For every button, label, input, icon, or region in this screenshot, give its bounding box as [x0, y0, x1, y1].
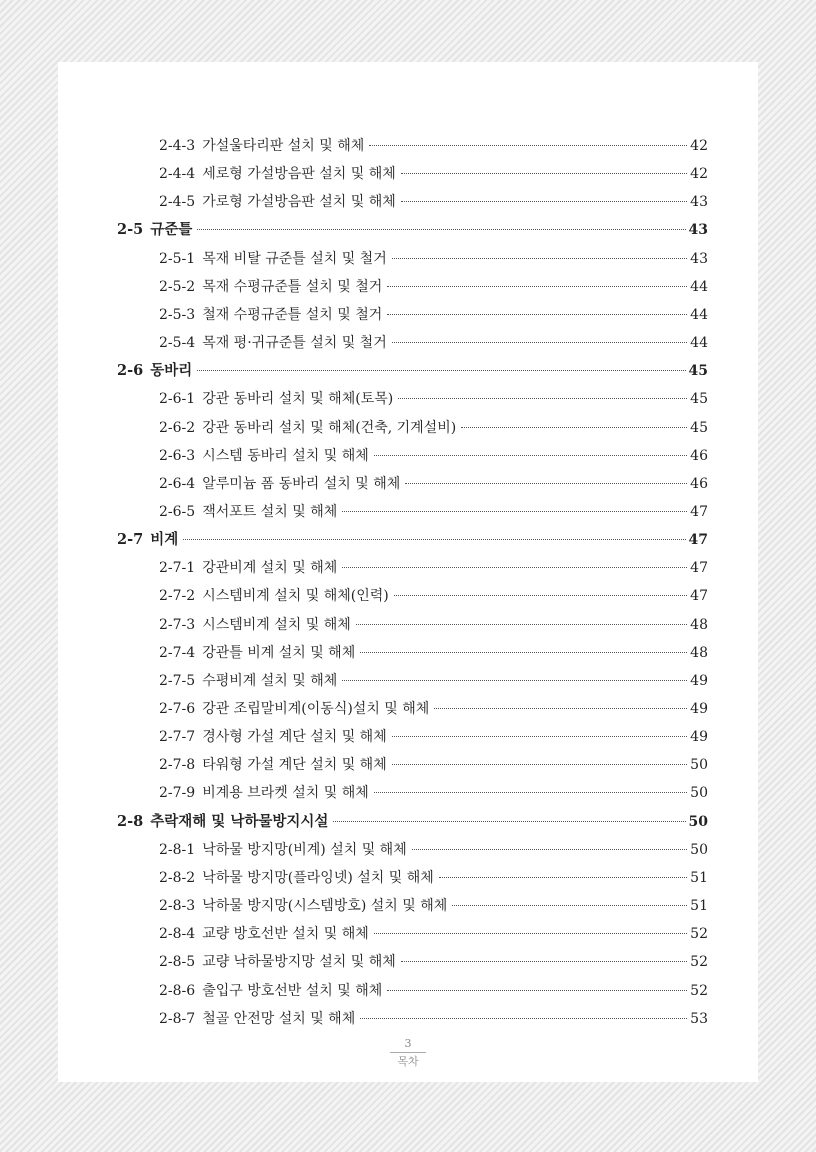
toc-entry-page: 47 — [690, 560, 708, 577]
dot-leader — [398, 398, 687, 399]
toc-entry-row[interactable] — [159, 474, 708, 494]
toc-entry-number: 2-7-3 — [159, 616, 196, 633]
toc-entry-row[interactable] — [159, 446, 708, 466]
toc-entry-page: 43 — [688, 222, 708, 239]
toc-entry-title: 교량 방호선반 설치 및 해체 — [202, 926, 369, 943]
toc-entry-title: 강관 동바리 설치 및 해체(토목) — [202, 391, 394, 408]
toc-entry-page: 45 — [688, 363, 708, 380]
toc-entry-number: 2-5-2 — [159, 278, 196, 295]
toc-entry-row[interactable] — [159, 840, 708, 860]
toc-entry-page: 50 — [690, 841, 708, 858]
toc-entry-title: 강관 조립말비계(이동식)설치 및 해체 — [202, 701, 430, 717]
dot-leader — [401, 201, 687, 202]
toc-entry-row[interactable] — [159, 277, 708, 297]
toc-entry-number: 2-4-4 — [159, 166, 196, 183]
toc-entry-number: 2-8-5 — [159, 954, 196, 971]
toc-entry-title: 낙하물 방지망(플라잉넷) 설치 및 해체 — [202, 869, 434, 886]
toc-entry-title: 타워형 가설 계단 설치 및 해체 — [202, 757, 387, 774]
toc-entry-title: 시스템비계 설치 및 해체 — [202, 616, 351, 633]
toc-section-row[interactable] — [117, 220, 708, 240]
dot-leader — [342, 511, 687, 512]
toc-entry-title: 추락재해 및 낙하물방지시설 — [150, 812, 329, 830]
toc-entry-number: 2-8-4 — [159, 926, 196, 943]
toc-entry-row[interactable] — [159, 502, 708, 522]
toc-entry-title: 낙하물 방지망(시스템방호) 설치 및 해체 — [202, 898, 448, 915]
toc-entry-number: 2-5-3 — [159, 306, 196, 323]
toc-section-row[interactable] — [117, 361, 708, 381]
page-footer — [58, 1037, 758, 1069]
toc-entry-number: 2-7-2 — [159, 588, 196, 605]
dot-leader — [374, 933, 687, 934]
toc-entry-page: 43 — [690, 250, 708, 267]
toc-entry-number: 2-8 — [117, 812, 144, 830]
toc-entry-row[interactable] — [159, 896, 708, 916]
toc-entry-row[interactable] — [159, 192, 708, 212]
toc-entry-page: 50 — [690, 757, 708, 774]
toc-entry-title: 강관비계 설치 및 해체 — [202, 560, 338, 577]
toc-entry-number: 2-5 — [117, 221, 144, 239]
toc-entry-number: 2-8-1 — [159, 841, 196, 858]
toc-entry-number: 2-5-1 — [159, 250, 196, 267]
toc-entry-row[interactable] — [159, 558, 708, 578]
toc-entry-row[interactable] — [159, 783, 708, 803]
toc-entry-page: 51 — [690, 898, 708, 915]
dot-leader — [387, 286, 687, 287]
toc-entry-row[interactable] — [159, 727, 708, 747]
toc-entry-number: 2-4-5 — [159, 194, 196, 211]
toc-entry-number: 2-6-1 — [159, 391, 196, 408]
dot-leader — [387, 314, 687, 315]
toc-entry-title: 철재 수평규준틀 설치 및 철거 — [202, 306, 383, 323]
toc-entry-page: 45 — [690, 419, 708, 436]
toc-entry-title: 목재 수평규준틀 설치 및 철거 — [202, 278, 383, 295]
toc-entry-page: 53 — [690, 1010, 708, 1027]
toc-entry-page: 49 — [690, 701, 708, 717]
dot-leader — [394, 595, 687, 596]
toc-entry-number: 2-8-3 — [159, 898, 196, 915]
dot-leader — [374, 455, 687, 456]
toc-entry-page: 46 — [690, 447, 708, 464]
toc-entry-row[interactable] — [159, 643, 708, 663]
dot-leader — [342, 567, 687, 568]
dot-leader — [392, 258, 687, 259]
dot-leader — [356, 624, 687, 625]
toc-entry-title: 규준틀 — [150, 221, 193, 239]
toc-entry-title: 경사형 가설 계단 설치 및 해체 — [202, 729, 387, 746]
toc-entry-page: 44 — [690, 278, 708, 295]
toc-entry-number: 2-8-2 — [159, 869, 196, 886]
dot-leader — [197, 229, 685, 230]
toc-entry-number: 2-8-7 — [159, 1010, 196, 1027]
dot-leader — [405, 483, 687, 484]
toc-entry-row[interactable] — [159, 868, 708, 888]
toc-entry-row[interactable] — [159, 671, 708, 691]
toc-entry-number: 2-7-6 — [159, 701, 196, 717]
toc-entry-page: 44 — [690, 306, 708, 323]
toc-entry-title: 비계용 브라켓 설치 및 해체 — [202, 785, 369, 802]
toc-entry-title: 목재 비탈 규준틀 설치 및 철거 — [202, 250, 387, 267]
toc-entry-row[interactable] — [159, 136, 708, 156]
toc-entry-page: 50 — [688, 813, 708, 830]
toc-entry-title: 가로형 가설방음판 설치 및 해체 — [202, 194, 396, 211]
toc-entry-number: 2-6-5 — [159, 503, 196, 520]
dot-leader — [392, 736, 687, 737]
dot-leader — [183, 539, 685, 540]
document-page — [58, 62, 758, 1082]
dot-leader — [412, 849, 687, 850]
toc-entry-row[interactable] — [159, 1009, 708, 1029]
toc-entry-row[interactable] — [159, 615, 708, 635]
toc-entry-page: 47 — [690, 588, 708, 605]
dot-leader — [392, 342, 687, 343]
toc-entry-page: 42 — [690, 166, 708, 183]
dot-leader — [461, 427, 687, 428]
toc-entry-page: 43 — [690, 194, 708, 211]
toc-entry-row[interactable] — [159, 755, 708, 775]
footer-rule — [390, 1052, 426, 1053]
toc-entry-number: 2-8-6 — [159, 982, 196, 999]
toc-entry-page: 48 — [690, 644, 708, 661]
dot-leader — [342, 680, 687, 681]
toc-entry-page: 51 — [690, 869, 708, 886]
toc-entry-number: 2-7-1 — [159, 560, 196, 577]
dot-leader — [452, 905, 687, 906]
toc-entry-row[interactable] — [159, 333, 708, 353]
toc-entry-page: 44 — [690, 335, 708, 352]
toc-entry-title: 교량 낙하물방지망 설치 및 해체 — [202, 954, 396, 971]
toc-entry-number: 2-6 — [117, 362, 144, 380]
toc-entry-page: 52 — [690, 926, 708, 943]
dot-leader — [434, 708, 687, 709]
toc-entry-page: 48 — [690, 616, 708, 633]
toc-entry-page: 45 — [690, 391, 708, 408]
toc-entry-page: 46 — [690, 475, 708, 492]
dot-leader — [333, 821, 685, 822]
toc-entry-title: 수평비계 설치 및 해체 — [202, 672, 338, 689]
toc-section-row[interactable] — [117, 812, 708, 832]
toc-entry-page: 47 — [688, 532, 708, 549]
toc-entry-title: 강관 동바리 설치 및 해체(건축, 기계설비) — [202, 419, 457, 436]
toc-entry-row[interactable] — [159, 389, 708, 409]
toc-entry-title: 강관틀 비계 설치 및 해체 — [202, 644, 356, 661]
toc-entry-title: 출입구 방호선반 설치 및 해체 — [202, 982, 383, 999]
toc-entry-row[interactable] — [159, 305, 708, 325]
toc-entry-number: 2-7-5 — [159, 672, 196, 689]
toc-entry-page: 42 — [690, 138, 708, 154]
toc-entry-number: 2-5-4 — [159, 335, 196, 352]
toc-entry-number: 2-7-8 — [159, 757, 196, 774]
toc-entry-title: 목재 평·귀규준틀 설치 및 철거 — [202, 335, 387, 352]
toc-entry-title: 철골 안전망 설치 및 해체 — [202, 1010, 356, 1027]
toc-entry-row[interactable] — [159, 699, 708, 719]
toc-entry-page: 49 — [690, 672, 708, 689]
toc-entry-page: 52 — [690, 982, 708, 999]
dot-leader — [401, 961, 687, 962]
toc-entry-number: 2-7-7 — [159, 729, 196, 746]
toc-entry-number: 2-4-3 — [159, 138, 196, 154]
toc-entry-title: 잭서포트 설치 및 해체 — [202, 503, 338, 520]
toc-entry-number: 2-6-3 — [159, 447, 196, 464]
toc-entry-row[interactable] — [159, 164, 708, 184]
toc-entry-row[interactable] — [159, 952, 708, 972]
toc-entry-title: 비계 — [150, 531, 179, 549]
dot-leader — [374, 792, 687, 793]
toc-entry-title: 시스템비계 설치 및 해체(인력) — [202, 588, 389, 605]
toc-entry-number: 2-7 — [117, 531, 144, 549]
toc-entry-title: 시스템 동바리 설치 및 해체 — [202, 447, 369, 464]
dot-leader — [392, 764, 687, 765]
toc-entry-row[interactable] — [159, 981, 708, 1001]
dot-leader — [387, 990, 687, 991]
toc-entry-row[interactable] — [159, 418, 708, 438]
toc-entry-title: 알루미늄 폼 동바리 설치 및 해체 — [202, 475, 401, 492]
toc-entry-title: 세로형 가설방음판 설치 및 해체 — [202, 166, 396, 183]
dot-leader — [369, 145, 687, 146]
toc-entry-number: 2-6-2 — [159, 419, 196, 436]
toc-entry-number: 2-7-9 — [159, 785, 196, 802]
dot-leader — [360, 1018, 687, 1019]
toc-entry-row[interactable] — [159, 249, 708, 269]
toc-entry-page: 50 — [690, 785, 708, 802]
dot-leader — [439, 877, 687, 878]
dot-leader — [401, 173, 687, 174]
toc-section-row[interactable] — [117, 530, 708, 550]
toc-entry-title: 동바리 — [150, 362, 193, 380]
toc-entry-title: 가설울타리판 설치 및 해체 — [202, 138, 365, 154]
footer-label: 목차 — [397, 1055, 419, 1068]
toc-entry-number: 2-7-4 — [159, 644, 196, 661]
toc-entry-title: 낙하물 방지망(비계) 설치 및 해체 — [202, 841, 407, 858]
dot-leader — [197, 370, 685, 371]
page-number: 3 — [404, 1037, 412, 1050]
dot-leader — [360, 652, 687, 653]
toc-entry-page: 52 — [690, 954, 708, 971]
toc-entry-row[interactable] — [159, 924, 708, 944]
toc-entry-page: 47 — [690, 503, 708, 520]
toc-entry-page: 49 — [690, 729, 708, 746]
toc-entry-number: 2-6-4 — [159, 475, 196, 492]
toc-entry-row[interactable] — [159, 586, 708, 606]
